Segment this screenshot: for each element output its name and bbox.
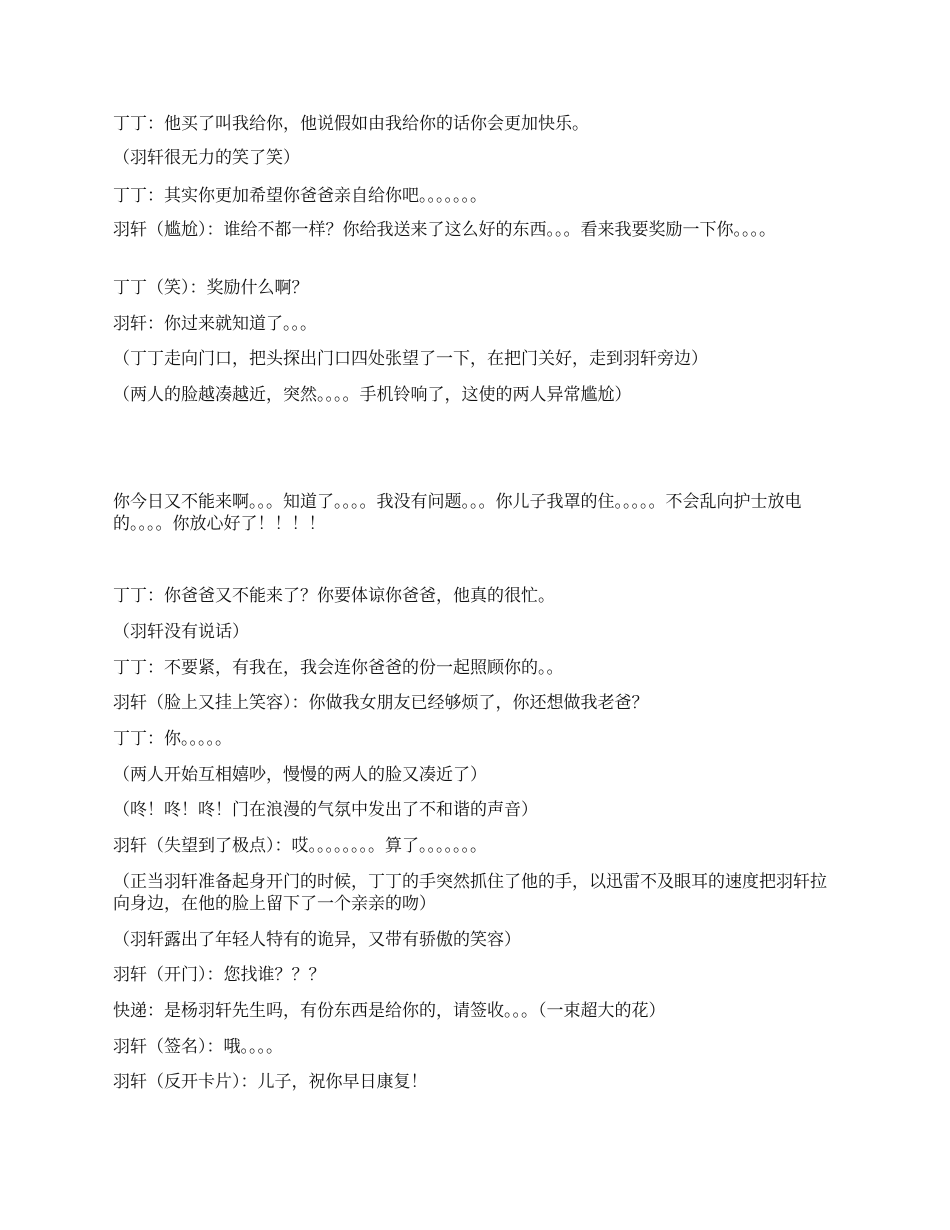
dialogue-line: 丁丁（笑）：奖励什么啊？ <box>113 278 309 298</box>
dialogue-line: 丁丁：他买了叫我给你，他说假如由我给你的话你会更加快乐。 <box>113 114 589 134</box>
stage-direction: （羽轩露出了年轻人特有的诡异，又带有骄傲的笑容） <box>113 930 521 950</box>
dialogue-line: 丁丁：不要紧，有我在，我会连你爸爸的份一起照顾你的。。 <box>113 658 564 678</box>
dialogue-line: 丁丁：你。。。。。 <box>113 729 232 749</box>
stage-direction: （咚！咚！咚！门在浪漫的气氛中发出了不和谐的声音） <box>113 800 538 820</box>
dialogue-line: 羽轩（脸上又挂上笑容）：你做我女朋友已经够烦了，你还想做我老爸？ <box>113 693 649 713</box>
dialogue-line: 羽轩：你过来就知道了。。。 <box>113 314 317 334</box>
dialogue-line: 丁丁：其实你更加希望你爸爸亲自给你吧。。。。。。。 <box>113 186 487 206</box>
phone-monologue: 你今日又不能来啊。。。知道了。。。。我没有问题。。。你儿子我罩的住。。。。。不会乱向护士放电的。。。。你放心好了！！！！ <box>113 492 802 534</box>
stage-direction: （两人开始互相嬉吵，慢慢的两人的脸又凑近了） <box>113 765 487 785</box>
stage-direction: （丁丁走向门口，把头探出门口四处张望了一下，在把门关好，走到羽轩旁边） <box>113 349 708 369</box>
dialogue-line: 羽轩（开门）：您找谁？？？ <box>113 965 326 985</box>
stage-direction: （羽轩没有说话） <box>113 622 249 642</box>
dialogue-line: 羽轩（签名）：哦。。。。 <box>113 1037 283 1057</box>
stage-direction: （正当羽轩准备起身开门的时候，丁丁的手突然抓住了他的手，以迅雷不及眼耳的速度把羽轩拉向身边，在他的脸上留下了一个亲亲的吻） <box>113 872 827 914</box>
dialogue-line: 快递：是杨羽轩先生吗，有份东西是给你的，请签收。。。（一束超大的花） <box>113 1001 666 1021</box>
dialogue-line: 丁丁：你爸爸又不能来了？你要体谅你爸爸，他真的很忙。 <box>113 586 555 606</box>
stage-direction: （羽轩很无力的笑了笑） <box>113 148 300 168</box>
stage-direction: （两人的脸越凑越近，突然。。。。手机铃响了，这使的两人异常尴尬） <box>113 385 632 405</box>
dialogue-line: 羽轩（尴尬）：谁给不都一样？你给我送来了这么好的东西。。。看来我要奖励一下你。。。。 <box>113 220 776 240</box>
dialogue-line: 羽轩（反开卡片）：儿子，祝你早日康复！ <box>113 1072 428 1092</box>
dialogue-line: 羽轩（失望到了极点）：哎。。。。。。。。算了。。。。。。。 <box>113 836 487 856</box>
